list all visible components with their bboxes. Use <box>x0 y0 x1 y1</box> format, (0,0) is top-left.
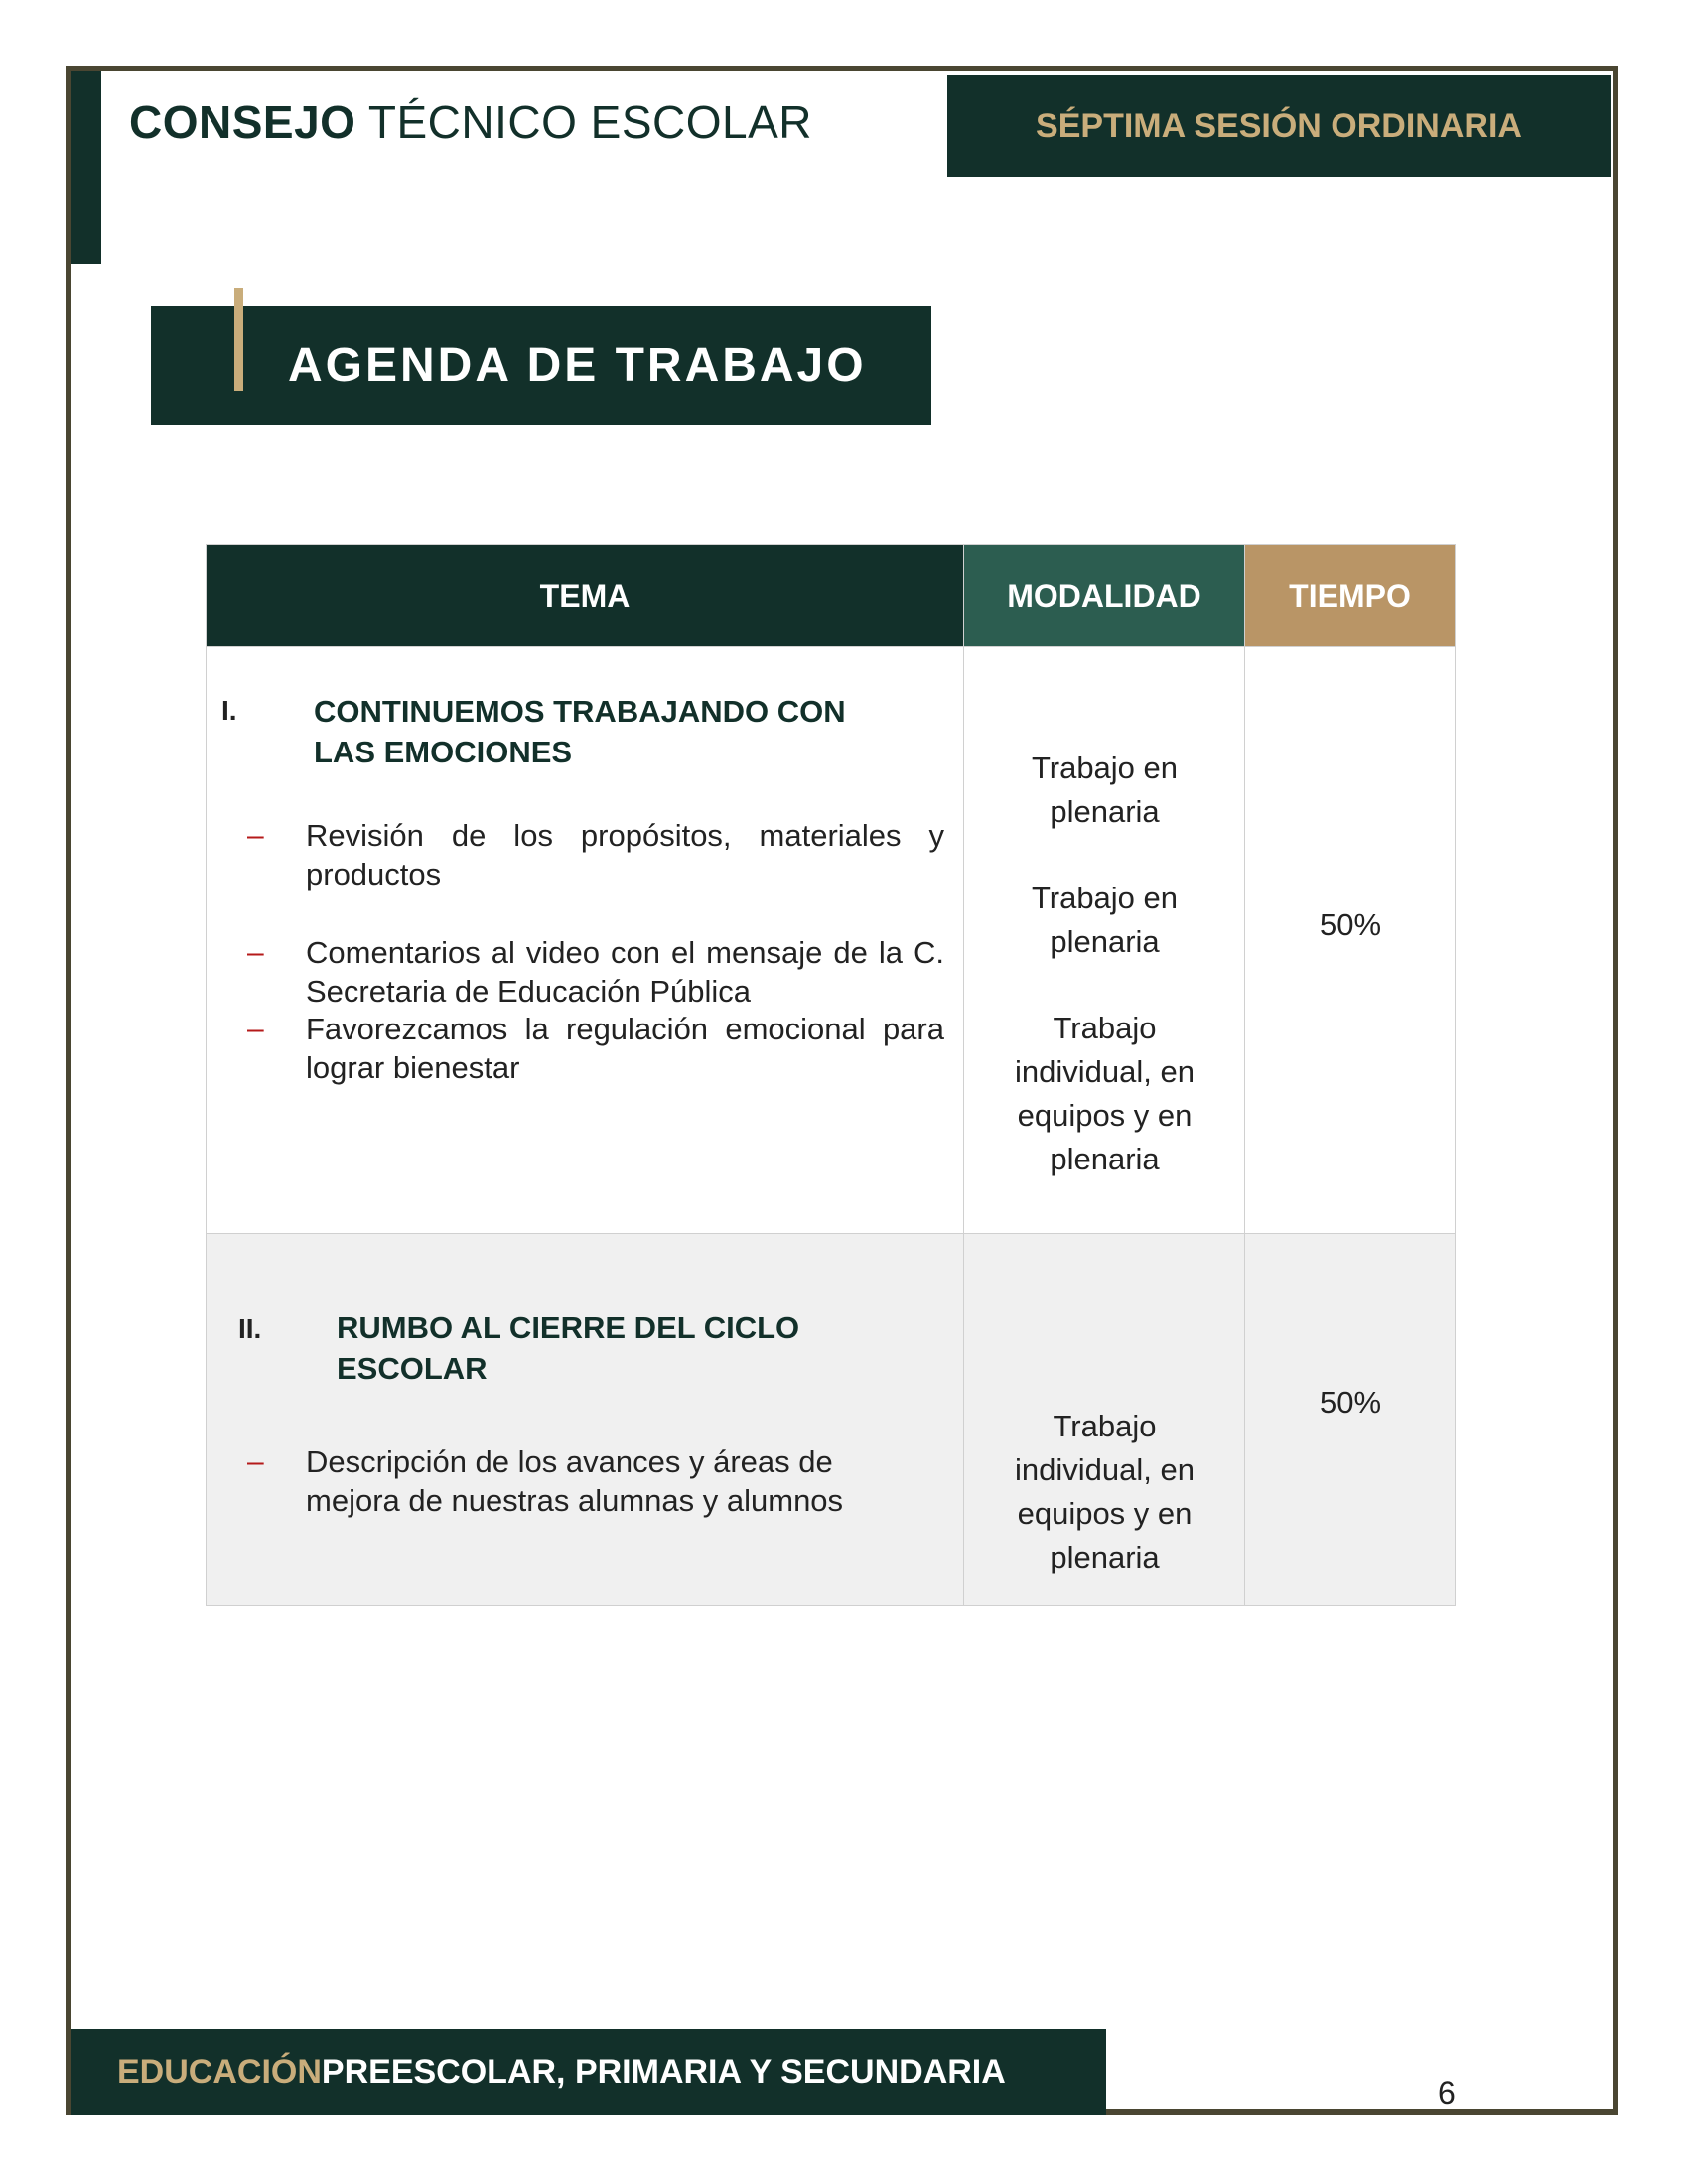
section-title-line: RUMBO AL CIERRE DEL CICLO <box>337 1310 800 1345</box>
tiempo-cell <box>1245 647 1456 1234</box>
list-item <box>247 1442 924 1520</box>
item-text: Favorezcamos la regulación emocional para lograr bienestar <box>306 1012 944 1085</box>
table-header-row <box>207 545 1456 647</box>
dash-bullet: – <box>247 936 264 969</box>
item-text: Comentarios al video con el mensaje de la C. Secretaria de Educación Pública <box>306 935 944 1009</box>
section-title-line: LAS EMOCIONES <box>314 735 573 769</box>
modalidad-line: Trabajo <box>1053 1409 1157 1443</box>
tema-cell <box>207 1234 964 1606</box>
modalidad-line: plenaria <box>1050 1142 1160 1176</box>
section-number: I. <box>221 695 237 726</box>
list-item <box>247 1010 944 1087</box>
section-number: II. <box>238 1313 262 1344</box>
modalidad-text <box>964 1007 1245 1181</box>
dash-bullet: – <box>247 1445 264 1478</box>
modalidad-line: Trabajo en <box>1031 881 1179 915</box>
section-title-line: CONTINUEMOS TRABAJANDO CON <box>314 694 846 729</box>
table-row <box>207 647 1456 1234</box>
tiempo-value: 50% <box>1319 1385 1382 1420</box>
modalidad-line: plenaria <box>1050 924 1160 959</box>
footer-text <box>117 2029 1006 2115</box>
item-text: Descripción de los avances y áreas de mejora de nuestras alumnas y alumnos <box>306 1444 844 1518</box>
list-item <box>247 816 944 893</box>
modalidad-line: plenaria <box>1050 794 1160 829</box>
dash-bullet: – <box>247 1013 264 1045</box>
modalidad-line: Trabajo <box>1053 1011 1157 1045</box>
tiempo-cell <box>1245 1234 1456 1606</box>
footer-white-text: PREESCOLAR, PRIMARIA Y SECUNDARIA <box>321 2052 1006 2091</box>
modalidad-line: equipos y en <box>1017 1098 1193 1133</box>
header-modalidad: MODALIDAD <box>964 545 1245 647</box>
modalidad-text <box>964 1405 1245 1579</box>
section-title <box>314 691 846 772</box>
header-title-bold: CONSEJO <box>129 96 356 148</box>
modalidad-line: individual, en <box>1015 1054 1195 1089</box>
page-number: 6 <box>1438 2075 1456 2111</box>
header-title <box>129 95 812 149</box>
item-text: Revisión de los propósitos, materiales y productos <box>306 818 944 891</box>
section-title <box>337 1307 799 1389</box>
modalidad-cell <box>964 647 1245 1234</box>
modalidad-cell <box>964 1234 1245 1606</box>
header-title-rest: TÉCNICO ESCOLAR <box>355 96 813 148</box>
modalidad-line: Trabajo en <box>1031 751 1179 785</box>
agenda-accent-bar <box>234 288 243 391</box>
modalidad-line: plenaria <box>1050 1540 1160 1574</box>
header-tiempo: TIEMPO <box>1245 545 1456 647</box>
session-label: SÉPTIMA SESIÓN ORDINARIA <box>1036 106 1522 145</box>
table-row <box>207 1234 1456 1606</box>
list-item <box>247 933 944 1011</box>
header-side-bar <box>71 71 101 264</box>
tiempo-value: 50% <box>1319 907 1382 942</box>
modalidad-text <box>964 747 1245 834</box>
modalidad-text <box>964 877 1245 964</box>
dash-bullet: – <box>247 819 264 852</box>
section-title-line: ESCOLAR <box>337 1351 488 1386</box>
agenda-table <box>206 544 1456 1606</box>
agenda-title: AGENDA DE TRABAJO <box>288 339 867 392</box>
modalidad-line: individual, en <box>1015 1452 1195 1487</box>
modalidad-line: equipos y en <box>1017 1496 1193 1531</box>
footer-gold-text: EDUCACIÓN <box>117 2052 322 2091</box>
header-tema: TEMA <box>207 545 964 647</box>
tema-cell <box>207 647 964 1234</box>
